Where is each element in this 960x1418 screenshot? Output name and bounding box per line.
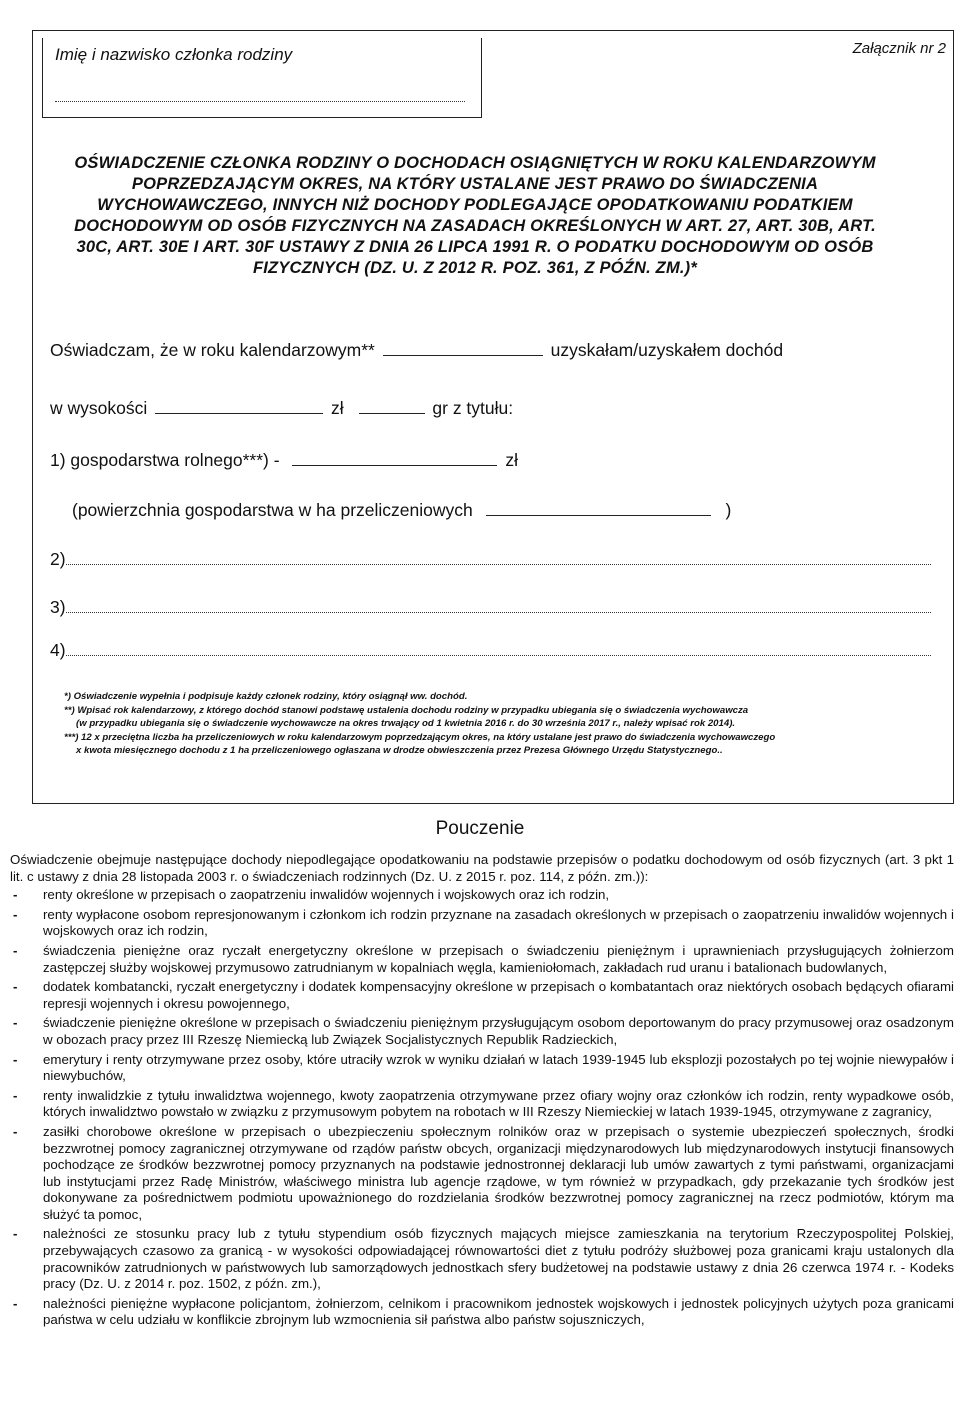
item2-row: [50, 549, 931, 570]
item1-text: 1) gospodarstwa rolnego***) -: [50, 450, 280, 470]
declare-end-text: uzyskałam/uzyskałem dochód: [550, 340, 784, 360]
area-row: [72, 500, 731, 521]
list-item: - świadczenie pieniężne określone w przepisach o świadczeniu pieniężnym przysługującym osobom deportowanym do pracy przymusowej oraz osadzonym w obozach pracy przez III Rzeszę Niemiecką lub Związek Socjalistycznych Republik Radzieckich,: [10, 1015, 954, 1048]
item2-text: 2): [50, 549, 66, 569]
item3-field[interactable]: [66, 611, 931, 613]
gr-title-text: gr z tytułu:: [432, 398, 514, 418]
list-item: - emerytury i renty otrzymywane przez osoby, które utraciły wzrok w wyniku działań w latach 1939-1945 lub eksplozji pozostałych po tej wojnie niewypałów i niewybuchów,: [10, 1052, 954, 1085]
footnote-1: *) Oświadczenie wypełnia i podpisuje każdy członek rodziny, który osiągnął ww. dochód.: [64, 691, 468, 702]
declare-start-text: Oświadczam, że w roku kalendarzowym**: [50, 340, 375, 360]
item1-zl-text: zł: [505, 450, 518, 470]
farm-area-field[interactable]: [486, 514, 711, 516]
name-label: Imię i nazwisko członka rodziny: [55, 45, 293, 64]
income-list: [10, 887, 954, 1329]
list-item: - renty inwalidzkie z tytułu inwalidztwa wojennego, kwoty zaopatrzenia otrzymywane przez ofiary wojny oraz członków ich rodzin, renty wypadkowe osób, których inwalidztwo powstało w związku z przymusowym pobytem na robotach w III Rzeszy Niemieckiej w latach 1939-1945, otrzymywane z zagranicy,: [10, 1088, 954, 1121]
list-item: - renty wypłacone osobom represjonowanym i członkom ich rodzin przyznane na zasadach określonych w przepisach o zaopatrzeniu inwalidów wojennych i wojskowych oraz ich rodzin,: [10, 907, 954, 940]
item3-row: [50, 597, 931, 618]
footnote-3: ***) 12 x przeciętna liczba ha przeliczeniowych w roku kalendarzowym poprzedzającym okres, na który ustalane jest prawo do świadczenia wychowawczego: [64, 731, 776, 743]
pouczenie-body: [10, 852, 954, 1332]
item3-text: 3): [50, 597, 66, 617]
year-field[interactable]: [383, 354, 543, 356]
list-item: - należności pieniężne wypłacone policjantom, żołnierzom, celnikom i pracownikom jednostek wojskowych i jednostek policyjnych użytych poza granicami państwa w celu udziału w konflikcie zbrojnym lub wzmocnienia sił państwa albo państw sojuszniczych,: [10, 1296, 954, 1329]
item4-row: [50, 640, 931, 661]
zl-text: zł: [331, 398, 344, 418]
list-item: - świadczenia pieniężne oraz ryczałt energetyczny określone w przepisach o świadczeniu pieniężnym i uprawnieniach przysługujących żołnierzom zastępczej służby wojskowej przymusowo zatrudnianym w kopalniach węgla, kamieniołomach, zakładach rud uranu i batalionach budowlanych,: [10, 943, 954, 976]
list-item: - zasiłki chorobowe określone w przepisach o ubezpieczeniu społecznym rolników oraz w przepisach o systemie ubezpieczeń społecznych, środki bezzwrotnej pomocy zagranicznej otrzymywane od rządów państw obcych, organizacji międzynarodowych lub międzynarodowych instytucji finansowych pochodzące ze środków bezzwrotnej pomocy przyznanych na podstawie jednostronnej deklaracji lub umów zawartych z tymi państwami, organizacjami lub instytucjami przez Radę Ministrów, właściwego ministra lub agencje rządowe, w tym również w przypadkach, gdy przekazanie tych środków jest dokonywane za pośrednictwem podmiotu upoważnionego do rozdzielania środków bezzwrotnej pomocy zagranicznej na rzecz podmiotów, którym ma służyć ta pomoc,: [10, 1124, 954, 1224]
name-field[interactable]: [55, 101, 465, 102]
farm-income-field[interactable]: [292, 464, 497, 466]
attachment-label: Załącznik nr 2: [852, 40, 946, 57]
amount-zl-field[interactable]: [155, 412, 323, 414]
area-start-text: (powierzchnia gospodarstwa w ha przeliczeniowych: [72, 500, 473, 520]
pouczenie-heading: Pouczenie: [435, 818, 525, 839]
footnotes: [64, 690, 934, 758]
declaration-title: OŚWIADCZENIE CZŁONKA RODZINY O DOCHODACH OSIĄGNIĘTYCH W ROKU KALENDARZOWYM POPRZEDZAJĄCYM OKRES, NA KTÓRY USTALANE JEST PRAWO DO ŚWIADCZENIA WYCHOWAWCZEGO, INNYCH NIŻ DOCHODY PODLEGAJĄCE OPODATKOWANIU PODATKIEM DOCHODOWYM OD OSÓB FIZYCZNYCH NA ZASADACH OKREŚLONYCH W ART. 27, ART. 30B, ART. 30C, ART. 30E I ART. 30F USTAWY Z DNIA 26 LIPCA 1991 R. O PODATKU DOCHODOWYM OD OSÓB FIZYCZNYCH (DZ. U. Z 2012 R. POZ. 361, Z PÓŹN. ZM.)*: [74, 154, 876, 277]
amount-start-text: w wysokości: [50, 398, 148, 418]
pouczenie-intro: Oświadczenie obejmuje następujące dochody niepodlegające opodatkowaniu na podstawie przepisów o podatku dochodowym od osób fizycznych (art. 3 pkt 1 lit. c ustawy z dnia 28 listopada 2003 r. o świadczeniach rodzinnych (Dz. U. z 2015 r. poz. 114, z późn. zm.)):: [10, 852, 954, 884]
amount-row: [50, 398, 513, 419]
amount-gr-field[interactable]: [359, 412, 425, 414]
list-item: - należności ze stosunku pracy lub z tytułu stypendium osób fizycznych mających miejsce zamieszkania na terytorium Rzeczypospolitej Polskiej, przebywających czasowo za granicą - w wysokości odpowiadającej równowartości diet z tytułu podróży służbowej poza granicami kraju ustalonych dla pracowników zatrudnionych w państwowych lub samorządowych jednostkach sfery budżetowej na podstawie ustawy z dnia 26 czerwca 1974 r. - Kodeks pracy (Dz. U. z 2014 r. poz. 1502, z późn. zm.),: [10, 1226, 954, 1292]
footnote-3b: x kwota miesięcznego dochodu z 1 ha przeliczeniowego ogłaszana w drodze obwieszczenia przez Prezesa Głównego Urzędu Statystycznego..: [76, 745, 723, 756]
area-end-text: ): [725, 500, 732, 520]
item4-field[interactable]: [66, 654, 931, 656]
item2-field[interactable]: [66, 563, 931, 565]
list-item: - dodatek kombatancki, ryczałt energetyczny i dodatek kompensacyjny określone w przepisach o kombatantach oraz niektórych osobach będących ofiarami represji wojennych i okresu powojennego,: [10, 979, 954, 1012]
footnote-2b: (w przypadku ubiegania się o świadczenie wychowawcze na okres trwający od 1 kwietnia 2016 r. do 30 września 2017 r., należy wpisać rok 2014).: [76, 718, 736, 729]
declare-row: [50, 340, 783, 361]
footnote-2: **) Wpisać rok kalendarzowy, z którego dochód stanowi podstawę ustalenia dochodu rodziny w przypadku ubiegania się o świadczenia wychowawcza: [64, 704, 749, 716]
item1-row: [50, 450, 518, 471]
list-item: - renty określone w przepisach o zaopatrzeniu inwalidów wojennych i wojskowych oraz ich rodzin,: [10, 887, 954, 904]
item4-text: 4): [50, 640, 66, 660]
